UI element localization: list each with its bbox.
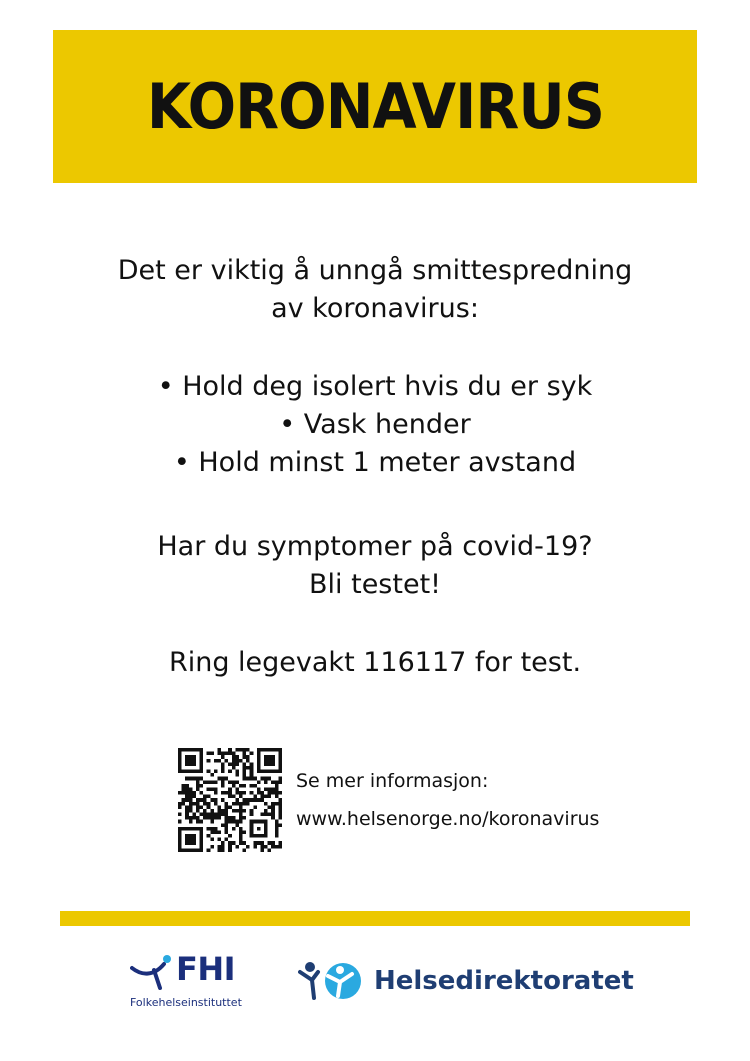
more-info-label: Se mer informasjon:	[296, 770, 489, 792]
advice-list	[0, 368, 750, 482]
fhi-figure-icon	[130, 954, 174, 990]
advice-item: • Hold deg isolert hvis du er syk	[157, 371, 593, 402]
advice-item: • Vask hender	[279, 409, 471, 440]
helsedirektoratet-figures-icon	[298, 958, 362, 1004]
call-text	[0, 644, 750, 682]
helsedirektoratet-name: Helsedirektoratet	[374, 966, 634, 996]
more-info-section	[178, 748, 599, 852]
qr-code-icon[interactable]	[178, 748, 282, 852]
fhi-full-name: Folkehelseinstituttet	[130, 996, 242, 1009]
call-line: Ring legevakt 116117 for test.	[168, 647, 582, 678]
fhi-logo	[130, 950, 270, 1015]
footer-divider	[60, 911, 690, 926]
title-banner	[53, 30, 697, 183]
page-title: KORONAVIRUS	[146, 70, 604, 143]
fhi-name: FHI	[176, 950, 236, 988]
more-info-text	[296, 770, 599, 830]
intro-line-1: Det er viktig å unngå smittespredning	[117, 255, 633, 286]
intro-line-2: av koronavirus:	[271, 293, 479, 324]
symptoms-text	[0, 528, 750, 604]
intro-text	[0, 252, 750, 328]
helsedirektoratet-logo	[298, 957, 634, 1005]
advice-item: • Hold minst 1 meter avstand	[173, 447, 577, 478]
symptoms-action: Bli testet!	[309, 569, 441, 600]
symptoms-question: Har du symptomer på covid-19?	[157, 531, 593, 562]
more-info-link[interactable]: www.helsenorge.no/koronavirus	[296, 808, 600, 830]
